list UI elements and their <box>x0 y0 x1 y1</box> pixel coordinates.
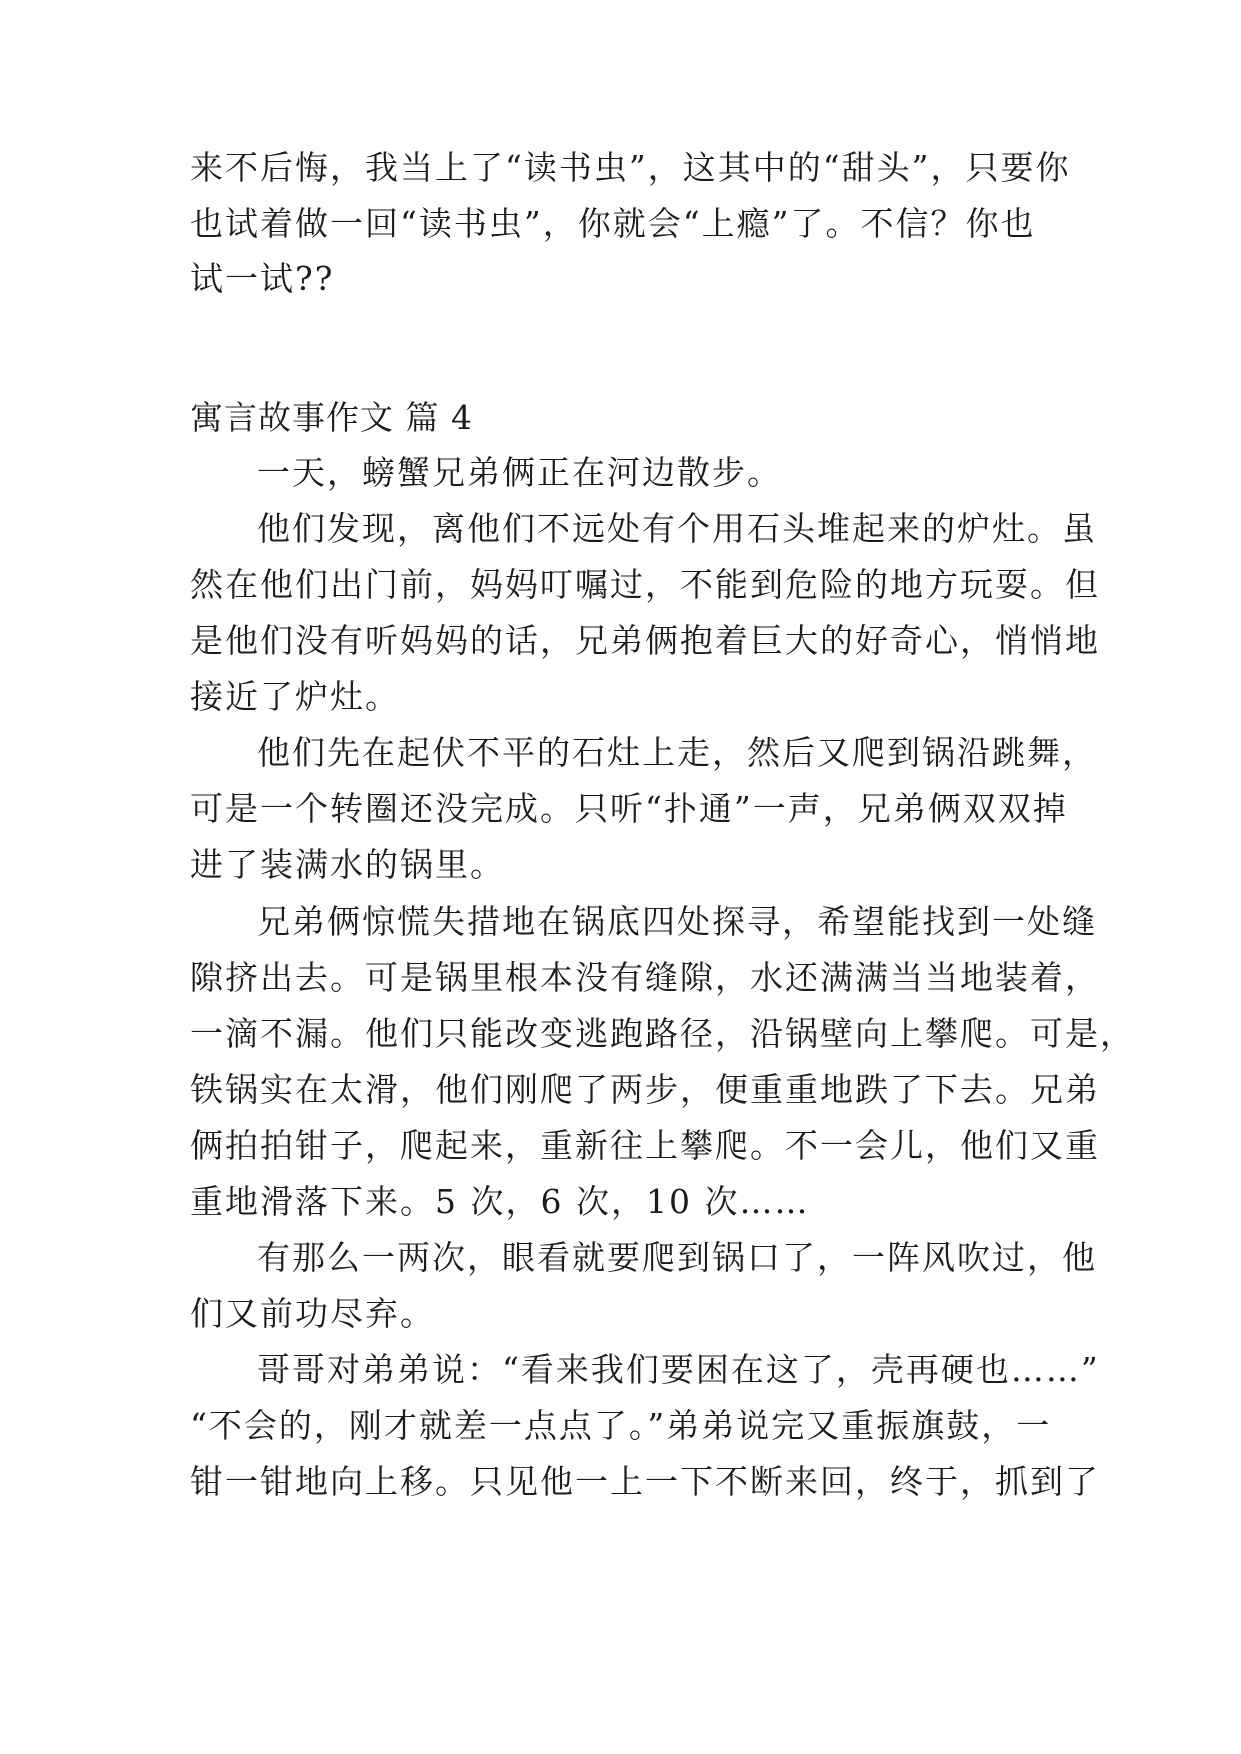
paragraph-line: 进了装满水的锅里。 <box>190 845 505 884</box>
paragraph-line: 钳一钳地向上移。只见他一上一下不断来回，终于，抓到了 <box>190 1462 1100 1501</box>
paragraph-line: 俩拍拍钳子，爬起来，重新往上攀爬。不一会儿，他们又重 <box>190 1126 1100 1165</box>
paragraph-line: 接近了炉灶。 <box>190 677 400 716</box>
paragraph-line: 们又前功尽弃。 <box>190 1294 435 1333</box>
paragraph-line: 有那么一两次，眼看就要爬到锅口了，一阵风吹过，他 <box>257 1238 1097 1277</box>
paragraph-line: 一滴不漏。他们只能改变逃跑路径，沿锅壁向上攀爬。可是， <box>190 1014 1135 1053</box>
paragraph-line: 兄弟俩惊慌失措地在锅底四处探寻，希望能找到一处缝 <box>257 902 1097 941</box>
paragraph-line: 是他们没有听妈妈的话，兄弟俩抱着巨大的好奇心，悄悄地 <box>190 621 1100 660</box>
text-line: 试一试?? <box>190 259 335 298</box>
paragraph-line: 重地滑落下来。5 次，6 次，10 次…… <box>190 1182 810 1221</box>
paragraph-line: 隙挤出去。可是锅里根本没有缝隙，水还满满当当地装着， <box>190 958 1100 997</box>
section-title: 寓言故事作文 篇 4 <box>190 398 473 437</box>
paragraph-line: 可是一个转圈还没完成。只听“扑通”一声，兄弟俩双双掉 <box>190 789 1068 828</box>
paragraph-line: 哥哥对弟弟说：“看来我们要困在这了，壳再硬也……” <box>257 1350 1100 1389</box>
text-line: 也试着做一回“读书虫”，你就会“上瘾”了。不信？你也 <box>190 204 1036 243</box>
paragraph-line: “不会的，刚才就差一点点了。”弟弟说完又重振旗鼓，一 <box>190 1406 1052 1445</box>
paragraph-line: 然在他们出门前，妈妈叮嘱过，不能到危险的地方玩耍。但 <box>190 565 1100 604</box>
paragraph-line: 他们发现，离他们不远处有个用石头堆起来的炉灶。虽 <box>257 509 1097 548</box>
paragraph-line: 一天，螃蟹兄弟俩正在河边散步。 <box>257 453 782 492</box>
paragraph-line: 他们先在起伏不平的石灶上走，然后又爬到锅沿跳舞， <box>257 733 1097 772</box>
text-line: 来不后悔，我当上了“读书虫”，这其中的“甜头”，只要你 <box>190 148 1071 187</box>
paragraph-line: 铁锅实在太滑，他们刚爬了两步，便重重地跌了下去。兄弟 <box>190 1070 1100 1109</box>
